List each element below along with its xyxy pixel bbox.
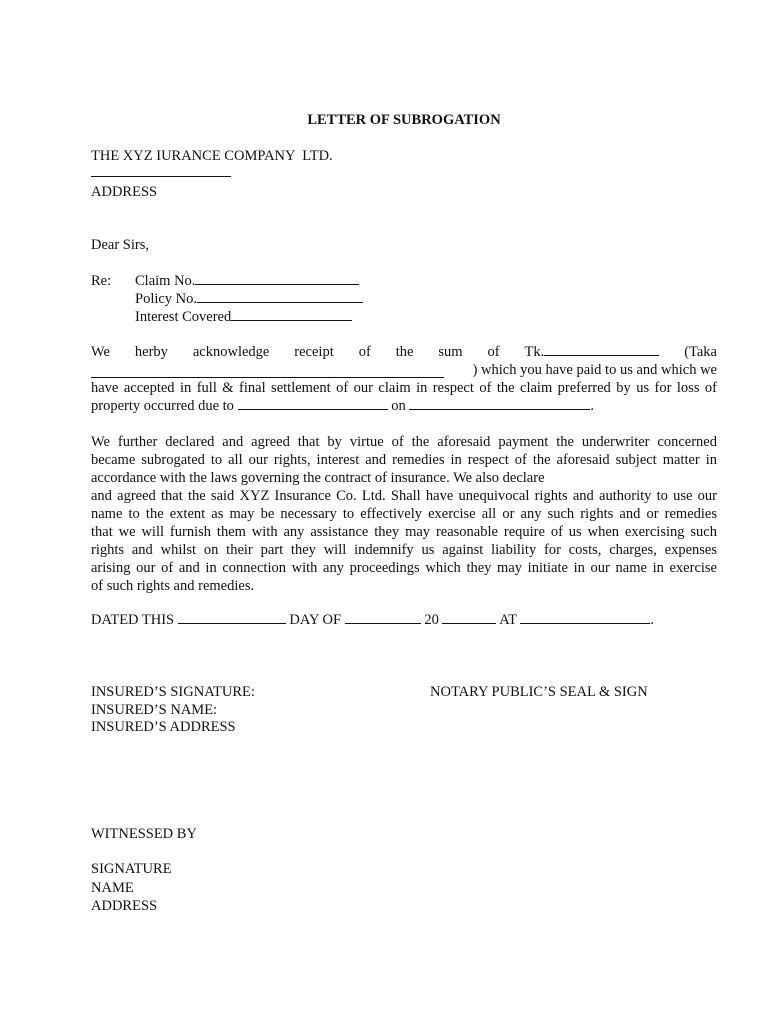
para2-line: name to the extent as may be necessary to effectively exercise all or any such rights and or remedies	[91, 506, 717, 522]
re-label: Re:	[91, 273, 112, 289]
year-blank	[442, 611, 496, 624]
place-blank	[520, 611, 650, 624]
para1-word: herby	[134, 344, 168, 360]
para1-word: We	[91, 344, 110, 360]
cause-blank	[238, 397, 388, 410]
insured-name-label: INSURED’S NAME:	[91, 702, 218, 718]
para2-line: arising our of and in connection with any proceedings which they may initiate in our name in exercise	[91, 560, 717, 576]
notary-label: NOTARY PUBLIC’S SEAL & SIGN	[430, 684, 648, 700]
para2-line: became subrogated to all our rights, interest and remedies in respect of the aforesaid subject matter in	[91, 452, 717, 468]
acknowledgement-paragraph	[91, 343, 717, 415]
taka-words-blank	[91, 365, 444, 378]
declaration-paragraph	[91, 433, 717, 595]
para1-line2: ) which you have paid to us and which we	[91, 361, 717, 379]
insured-signature-label: INSURED’S SIGNATURE:	[91, 684, 255, 700]
salutation: Dear Sirs,	[91, 237, 149, 253]
insured-address-label: INSURED’S ADDRESS	[91, 719, 236, 735]
para1-word: (Taka	[684, 344, 717, 360]
para1-word: of	[358, 344, 371, 360]
witness-address-label: ADDRESS	[91, 898, 158, 914]
policy-no-label: Policy No.	[135, 291, 198, 307]
para2-line: accordance with the laws governing the contract of insurance. We also declare	[91, 470, 545, 486]
interest-covered-label: Interest Covered	[135, 309, 232, 325]
para1-word: acknowledge	[192, 344, 270, 360]
sum-field: Tk.	[525, 343, 660, 361]
para1-line1	[91, 343, 717, 361]
policy-no-blank	[197, 290, 363, 303]
interest-covered-blank	[231, 308, 352, 321]
para1-word: sum	[438, 344, 463, 360]
policy-no-line	[135, 290, 363, 308]
sum-blank	[544, 343, 659, 356]
month-blank	[345, 611, 421, 624]
witness-signature-label: SIGNATURE	[91, 861, 172, 877]
para2-line: rights and whilst on their part they will indemnify us against liability for costs, charges, expenses	[91, 542, 717, 558]
day-blank	[178, 611, 286, 624]
para1-word: the	[395, 344, 414, 360]
para2-line: and agreed that the said XYZ Insurance Co. Ltd. Shall have unequivocal rights and authority to use our	[91, 488, 717, 504]
para2-line: of such rights and remedies.	[91, 578, 255, 594]
para2-line: We further declared and agreed that by virtue of the aforesaid payment the underwriter concerned	[91, 434, 717, 450]
witness-name-label: NAME	[91, 880, 134, 896]
claim-no-blank	[195, 272, 359, 285]
para1-word: of	[487, 344, 500, 360]
interest-covered-line	[135, 308, 352, 326]
address-underline	[91, 164, 231, 177]
date-blank	[409, 397, 590, 410]
witnessed-by-heading: WITNESSED BY	[91, 826, 197, 842]
para1-line4: property occurred due to on .	[91, 398, 594, 414]
para1-word: receipt	[294, 344, 334, 360]
company-name: THE XYZ IURANCE COMPANY LTD.	[91, 148, 333, 164]
dated-line: DATED THIS DAY OF 20 AT .	[91, 612, 654, 628]
claim-no-line	[135, 272, 359, 290]
address-blank	[91, 164, 231, 182]
claim-no-label: Claim No.	[135, 273, 196, 289]
para2-line: that we will furnish them with any assistance they may reasonable require of us when exercising such	[91, 524, 717, 540]
document-title: LETTER OF SUBROGATION	[307, 112, 501, 128]
address-label: ADDRESS	[91, 184, 158, 200]
para1-line3: have accepted in full & final settlement of our claim in respect of the claim preferred by us for loss of	[91, 380, 717, 396]
